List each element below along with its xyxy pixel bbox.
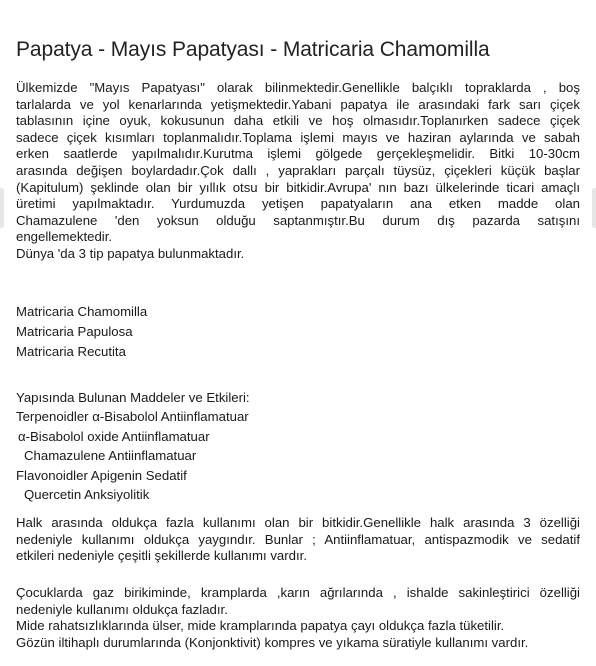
usage-paragraph	[16, 515, 580, 565]
types-intro: Dünya 'da 3 tip papatya bulunmaktadır.	[16, 245, 245, 261]
children-line: Çocuklarda gaz birikiminde, kramplarda ,karın ağrılarında , ishalde sakinleştirici özelliği	[16, 585, 580, 600]
substance-item: Terpenoidler α-Bisabolol Antiinflamatuar	[16, 409, 249, 425]
substance-item: α-Bisabolol oxide Antiinflamatuar	[18, 428, 210, 444]
usage-line: etkileri nedeniyle çeşitli şekillerde kullanımı vardır.	[16, 548, 307, 564]
children-line: nedeniyle kullanımı oldukça fazladır.	[16, 601, 228, 617]
substances-section	[16, 388, 580, 504]
intro-line: arasında değişen boylardadır.Çok dallı , yaprakları parçalı tüysüz, çiçekleri küçük başlar	[16, 162, 580, 178]
intro-line: Ülkemizde "Mayıs Papatyası" olarak bilinmektedir.Genellikle balçıklı topraklarda , boş	[16, 80, 580, 95]
type-item: Matricaria Chamomilla	[16, 304, 148, 319]
intro-line: erken saatlerde yapılmalıdır.Kurutma işlemi gölgede gerçekleşmelidir. Bitki 10-30cm	[16, 146, 580, 162]
intro-line: sadece çiçek kısımları toplanmalıdır.Toplama işlemi mayıs ve haziran aylarında ve sabah	[16, 129, 580, 145]
substance-item: Chamazulene Antiinflamatuar	[24, 448, 197, 464]
right-scroll-handle[interactable]	[592, 188, 596, 228]
type-item: Matricaria Papulosa	[16, 324, 133, 339]
children-paragraph	[16, 585, 580, 651]
substance-item: Flavonoidler Apigenin Sedatif	[16, 467, 187, 483]
intro-line: Chamazulene 'den yoksun olduğu saptanmıştır.Bu durum dış pazarda satışını	[16, 212, 580, 228]
intro-line: engellemektedir.	[16, 229, 113, 245]
stomach-line: Mide rahatsızlıklarında ülser, mide kramplarında papatya çayı oldukça fazla tüketilir.	[16, 618, 505, 634]
type-item: Matricaria Recutita	[16, 344, 126, 359]
substances-heading: Yapısında Bulunan Maddeler ve Etkileri:	[16, 390, 250, 405]
usage-line: Halk arasında oldukça fazla kullanımı olan bir bitkidir.Genellikle halk arasında 3 özelliği	[16, 515, 580, 530]
substance-item: Quercetin Anksiyolitik	[24, 487, 150, 503]
usage-line: nedeniyle kullanımı oldukça yaygındır. Bunlar ; Antiinflamatuar, antispazmodik ve sedatif	[16, 531, 580, 547]
types-list	[16, 302, 580, 362]
intro-line: tablasının içine oyuk, kokusunun daha etkili ve hoş olmasıdır.Toplanırken sadece çiçek	[16, 113, 580, 129]
intro-line: üretimi yapılmaktadır. Yurdumuzda yetişen papatyaların ana etken madde olan	[16, 196, 580, 212]
intro-line: (Kapitulum) şeklinde olan bir yıllık otsu bir bitkidir.Avrupa' nın bazı ülkelerinde ticari amaçlı	[16, 179, 580, 195]
intro-line: tarlalarda ve yol kenarlarında yetişmektedir.Yabani papatya ile arasındaki fark sarı çiçek	[16, 96, 580, 112]
intro-paragraph	[16, 80, 580, 263]
page-title: Papatya - Mayıs Papatyası - Matricaria Chamomilla	[16, 38, 490, 61]
left-scroll-handle[interactable]	[0, 188, 4, 228]
eye-line: Gözün iltihaplı durumlarında (Konjonktivit) kompres ve yıkama süratiyle kullanımı vardır.	[16, 634, 529, 650]
